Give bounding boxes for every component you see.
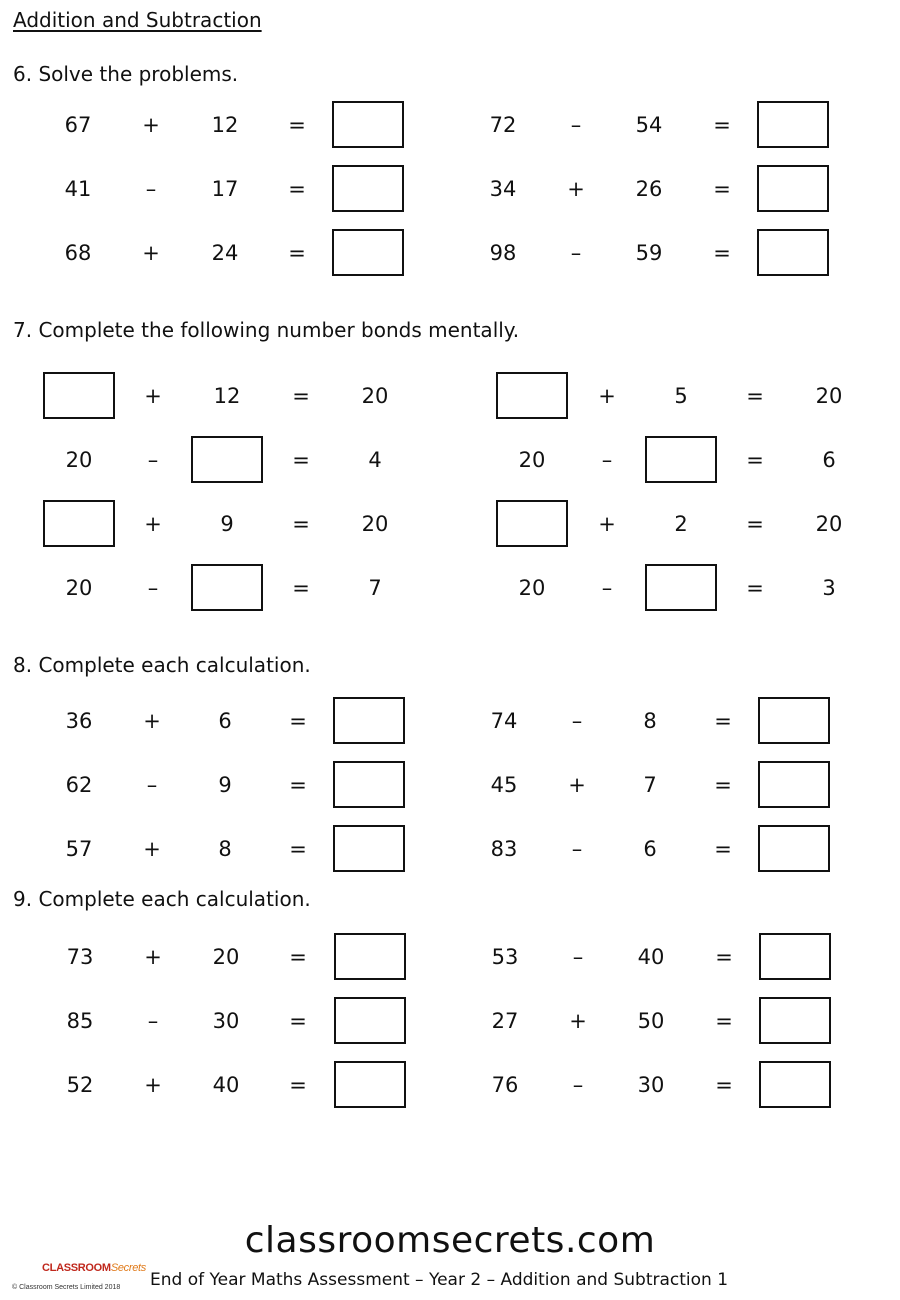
number: 8 (218, 837, 232, 861)
number: 98 (489, 241, 517, 265)
number: 59 (635, 241, 663, 265)
operator: = (292, 576, 310, 600)
answer-box[interactable] (759, 933, 831, 980)
operator: = (713, 177, 731, 201)
answer-box[interactable] (43, 500, 115, 547)
number: 12 (211, 113, 239, 137)
operator: – (570, 241, 582, 265)
operator: – (145, 177, 157, 201)
question-heading: 6. Solve the problems. (13, 62, 239, 86)
number: 9 (220, 512, 234, 536)
number: 6 (643, 837, 657, 861)
operator: = (292, 448, 310, 472)
operator: + (598, 512, 616, 536)
answer-box[interactable] (334, 1061, 406, 1108)
operator: + (567, 177, 585, 201)
number: 9 (218, 773, 232, 797)
number: 20 (361, 512, 389, 536)
operator: = (746, 448, 764, 472)
number: 40 (637, 945, 665, 969)
operator: + (144, 384, 162, 408)
number: 20 (518, 448, 546, 472)
operator: = (288, 113, 306, 137)
operator: = (289, 1073, 307, 1097)
number: 20 (815, 384, 843, 408)
answer-box[interactable] (757, 101, 829, 148)
answer-box[interactable] (645, 564, 717, 611)
operator: – (571, 837, 583, 861)
number: 17 (211, 177, 239, 201)
number: 72 (489, 113, 517, 137)
operator: = (714, 773, 732, 797)
operator: = (714, 837, 732, 861)
number: 74 (490, 709, 518, 733)
operator: = (292, 384, 310, 408)
number: 52 (66, 1073, 94, 1097)
operator: + (598, 384, 616, 408)
answer-box[interactable] (334, 997, 406, 1044)
operator: + (142, 113, 160, 137)
operator: + (142, 241, 160, 265)
answer-box[interactable] (758, 825, 830, 872)
answer-box[interactable] (333, 825, 405, 872)
operator: – (601, 448, 613, 472)
answer-box[interactable] (332, 229, 404, 276)
answer-box[interactable] (191, 436, 263, 483)
operator: = (289, 837, 307, 861)
operator: + (144, 512, 162, 536)
page-title: Addition and Subtraction (13, 8, 262, 32)
number: 12 (213, 384, 241, 408)
operator: = (288, 241, 306, 265)
number: 8 (643, 709, 657, 733)
number: 26 (635, 177, 663, 201)
operator: = (289, 709, 307, 733)
number: 36 (65, 709, 93, 733)
number: 20 (65, 576, 93, 600)
number: 41 (64, 177, 92, 201)
number: 2 (674, 512, 688, 536)
number: 67 (64, 113, 92, 137)
operator: + (144, 945, 162, 969)
number: 50 (637, 1009, 665, 1033)
operator: = (746, 576, 764, 600)
answer-box[interactable] (758, 697, 830, 744)
answer-box[interactable] (334, 933, 406, 980)
footer-subtitle: End of Year Maths Assessment – Year 2 – Addition and Subtraction 1 (150, 1270, 729, 1290)
classroom-secrets-logo (42, 1262, 146, 1274)
number: 7 (643, 773, 657, 797)
number: 73 (66, 945, 94, 969)
answer-box[interactable] (332, 101, 404, 148)
operator: – (570, 113, 582, 137)
number: 62 (65, 773, 93, 797)
answer-box[interactable] (759, 1061, 831, 1108)
question-heading: 8. Complete each calculation. (13, 653, 311, 677)
number: 30 (637, 1073, 665, 1097)
operator: = (289, 1009, 307, 1033)
number: 68 (64, 241, 92, 265)
answer-box[interactable] (759, 997, 831, 1044)
number: 85 (66, 1009, 94, 1033)
number: 34 (489, 177, 517, 201)
site-url: classroomsecrets.com (244, 1220, 656, 1261)
logo-secondary-text: Secrets (110, 1262, 147, 1274)
operator: + (143, 709, 161, 733)
operator: – (601, 576, 613, 600)
question-heading: 7. Complete the following number bonds mentally. (13, 318, 520, 342)
number: 20 (361, 384, 389, 408)
question-heading: 9. Complete each calculation. (13, 887, 311, 911)
operator: = (715, 1009, 733, 1033)
number: 20 (65, 448, 93, 472)
operator: = (746, 512, 764, 536)
answer-box[interactable] (496, 500, 568, 547)
operator: – (147, 448, 159, 472)
number: 20 (815, 512, 843, 536)
number: 40 (212, 1073, 240, 1097)
number: 76 (491, 1073, 519, 1097)
logo-main-text: CLASSROOM (42, 1262, 111, 1274)
operator: = (746, 384, 764, 408)
number: 20 (518, 576, 546, 600)
operator: = (292, 512, 310, 536)
number: 30 (212, 1009, 240, 1033)
number: 20 (212, 945, 240, 969)
number: 53 (491, 945, 519, 969)
answer-box[interactable] (758, 761, 830, 808)
operator: + (568, 773, 586, 797)
operator: + (569, 1009, 587, 1033)
answer-box[interactable] (43, 372, 115, 419)
answer-box[interactable] (332, 165, 404, 212)
answer-box[interactable] (496, 372, 568, 419)
copyright-text: © Classroom Secrets Limited 2018 (12, 1284, 121, 1291)
operator: – (572, 945, 584, 969)
operator: + (143, 837, 161, 861)
operator: = (713, 113, 731, 137)
operator: = (289, 945, 307, 969)
operator: = (714, 709, 732, 733)
operator: + (144, 1073, 162, 1097)
number: 83 (490, 837, 518, 861)
operator: = (288, 177, 306, 201)
number: 54 (635, 113, 663, 137)
number: 4 (368, 448, 382, 472)
number: 24 (211, 241, 239, 265)
number: 7 (368, 576, 382, 600)
operator: = (715, 1073, 733, 1097)
operator: = (289, 773, 307, 797)
answer-box[interactable] (757, 165, 829, 212)
operator: – (147, 576, 159, 600)
operator: – (147, 1009, 159, 1033)
answer-box[interactable] (333, 697, 405, 744)
number: 6 (218, 709, 232, 733)
operator: – (571, 709, 583, 733)
number: 5 (674, 384, 688, 408)
operator: – (146, 773, 158, 797)
answer-box[interactable] (645, 436, 717, 483)
number: 45 (490, 773, 518, 797)
answer-box[interactable] (333, 761, 405, 808)
answer-box[interactable] (757, 229, 829, 276)
operator: = (715, 945, 733, 969)
number: 57 (65, 837, 93, 861)
number: 27 (491, 1009, 519, 1033)
operator: – (572, 1073, 584, 1097)
operator: = (713, 241, 731, 265)
number: 6 (822, 448, 836, 472)
number: 3 (822, 576, 836, 600)
answer-box[interactable] (191, 564, 263, 611)
